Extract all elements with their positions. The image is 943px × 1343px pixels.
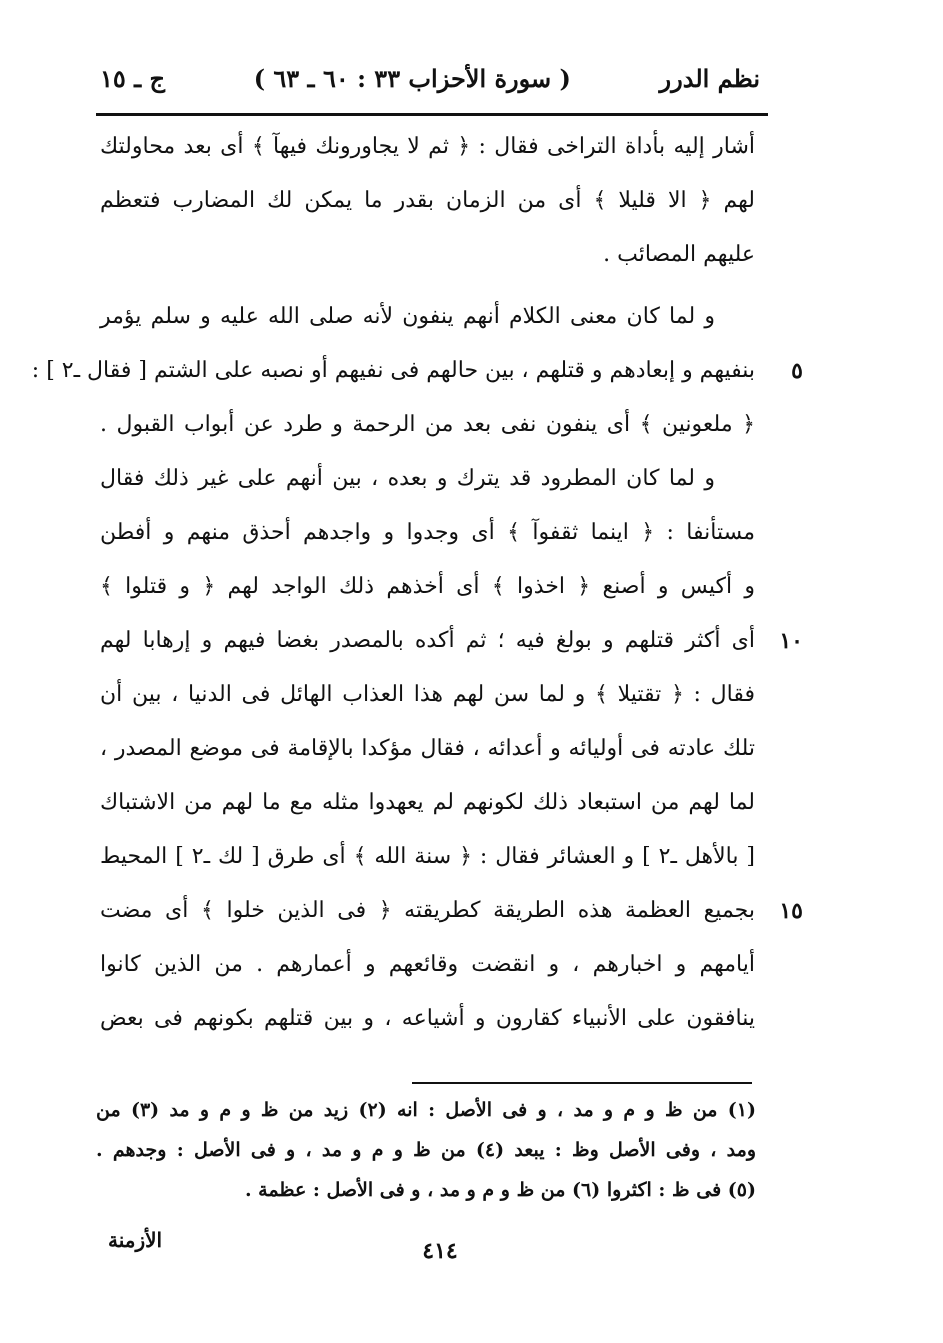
text-line-10: [100, 614, 803, 668]
text-line: فقال : ﴿ تقتيلا ﴾ و لما سن لهم هذا العذاب الهائل فى الدنيا ، بين أن: [100, 682, 755, 707]
page-number: ٤١٤: [422, 1238, 458, 1264]
footnote-line: ومد ، وفى الأصل وظ : يبعد (٤) من ظ و م و مد ، و فى الأصل : وجدهم .: [96, 1139, 756, 1161]
footnotes: [96, 1090, 756, 1210]
line-text: بنفيهم و إبعادهم و قتلهم ، بين حالهم فى نفيهم أو نصبه على الشتم [ فقال ـ٢ ] :: [31, 358, 755, 383]
text-line: ينافقون على الأنبياء كقارون و أشياعه ، و بين قتلهم بكونهم فى بعض: [100, 1006, 755, 1031]
footnote-line: (١) من ظ و م و مد ، و فى الأصل : انه (٢) زيد من ظ و م و مد (٣) من: [96, 1099, 756, 1121]
text-line: لما لهم من استبعاد ذلك لكونهم لم يعهدوا مثله مع ما لهم من الاشتباك: [100, 790, 755, 815]
text-line: و لما كان معنى الكلام أنهم ينفون لأنه صلى الله عليه و سلم يؤمر: [100, 304, 715, 329]
text-line: و لما كان المطرود قد يترك و بعده ، بين أنهم على غير ذلك فقال: [100, 466, 715, 491]
page-header: [100, 58, 760, 98]
header-divider: [96, 113, 768, 116]
text-line: عليهم المصائب .: [603, 242, 755, 267]
volume-marker: ج ـ ١٥: [100, 63, 166, 93]
footnote-divider: [412, 1082, 752, 1084]
line-number-10: ١٠: [779, 628, 803, 654]
line-number-5: ٥: [791, 358, 803, 384]
line-text: بجميع العظمة هذه الطريقة كطريقته ﴿ فى الذين خلوا ﴾ أى مضت: [100, 898, 755, 923]
text-line: و أكيس و أصنع ﴿ اخذوا ﴾ أى أخذهم ذلك الواجد لهم ﴿ و قتلوا ﴾: [100, 574, 755, 599]
line-text: أى أكثر قتلهم و بولغ فيه ؛ ثم أكده بالمصدر بغضا فيهم و إرهابا لهم: [100, 628, 755, 653]
text-line: أيامهم و اخبارهم ، و انقضت وقائعهم و أعمارهم . من الذين كانوا: [100, 952, 755, 977]
text-line: أشار إليه بأداة التراخى فقال : ﴿ ثم لا يجاورونك فيهآ ﴾ أى بعد محاولتك: [100, 134, 755, 159]
surah-reference: ( سورة الأحزاب ٣٣ : ٦٠ ـ ٦٣ ): [253, 63, 571, 93]
text-line: لهم ﴿ الا قليلا ﴾ أى من الزمان بقدر ما يمكن لك المضارب فتعظم: [100, 188, 755, 213]
text-line: مستأنفا : ﴿ اينما ثقفوآ ﴾ أى وجدوا و واجدهم أحذق منهم و أفطن: [100, 520, 755, 545]
text-line-15: [100, 884, 803, 938]
text-line: [ بالأهل ـ٢ ] و العشائر فقال : ﴿ سنة الله ﴾ أى طرق [ لك ـ٢ ] المحيط: [100, 844, 756, 869]
signature-word: الأزمنة: [108, 1228, 163, 1252]
text-line: تلك عادته فى أوليائه و أعدائه ، فقال مؤكدا بالإقامة فى موضع المصدر ،: [100, 736, 755, 761]
line-number-15: ١٥: [779, 898, 803, 924]
footnote-line: (٥) فى ظ : اكثروا (٦) من ظ و م و مد ، و فى الأصل : عظمة .: [244, 1179, 756, 1201]
book-title: نظم الدرر: [659, 63, 760, 93]
text-line-5: [31, 344, 803, 398]
text-line: ﴿ ملعونين ﴾ أى ينفون نفى بعد من الرحمة و طرد عن أبواب القبول .: [100, 412, 755, 437]
main-text: [31, 120, 803, 1046]
